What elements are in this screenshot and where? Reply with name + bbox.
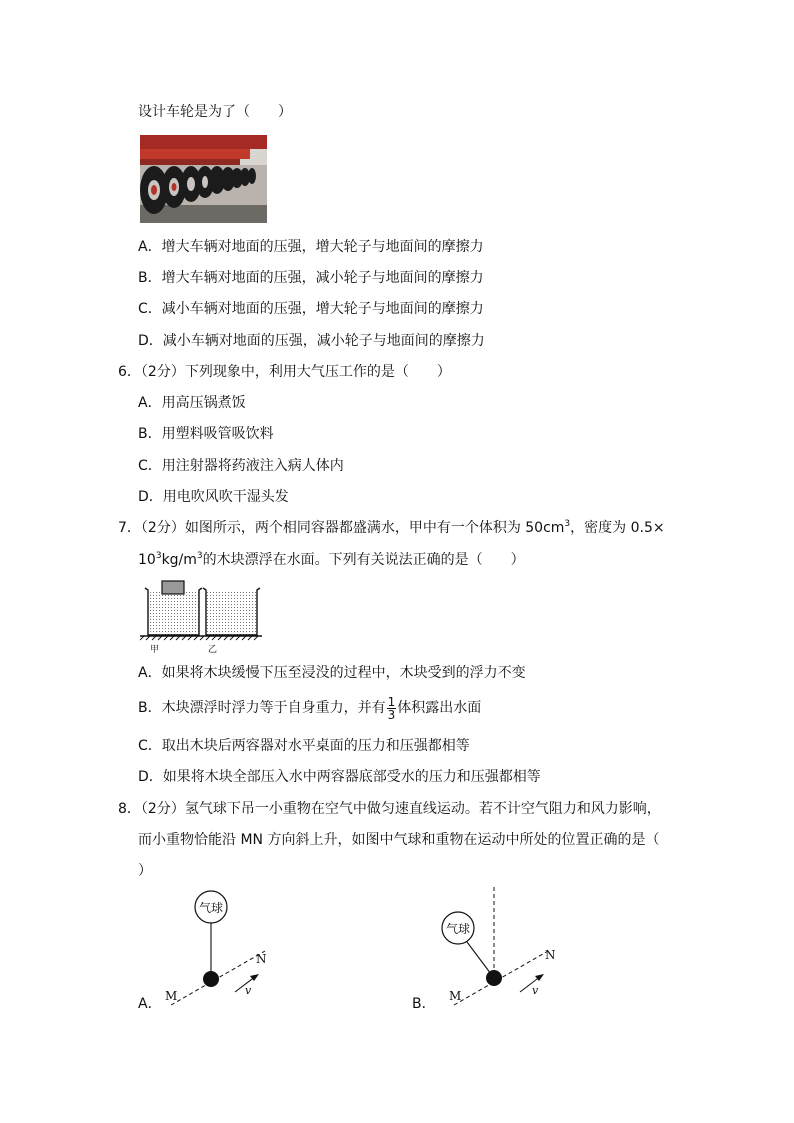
- n-label-b: N: [545, 948, 556, 962]
- balloon-label-b: 气球: [445, 922, 471, 936]
- q5-option-c: C．减小车辆对地面的压强，增大轮子与地面间的摩擦力: [138, 301, 484, 317]
- q6-option-b: B．用塑料吸管吸饮料: [138, 426, 274, 442]
- two-containers-figure: [140, 576, 264, 660]
- m-label-a: M: [165, 989, 178, 1003]
- q7-stem-line1: 7．（2分）如图所示，两个相同容器都盛满水，甲中有一个体积为 $50cm^3$，密度为 0.5×: [118, 519, 665, 536]
- heavy-truck-wheels-photo: [140, 135, 267, 223]
- m-label-b: M: [449, 989, 462, 1003]
- q7-option-d: D．如果将木块全部压入水中两容器底部受水的压力和压强都相等: [138, 769, 541, 785]
- v-label-b: v: [532, 984, 539, 997]
- v-label-a: v: [245, 984, 252, 997]
- balloon-label-a: 气球: [198, 901, 224, 915]
- q8-option-b-label: B．: [412, 996, 436, 1012]
- q6-option-c: C．用注射器将药液注入病人体内: [138, 458, 344, 474]
- q7-stem-line2: $10^3kg/m^3$的木块漂浮在水面。下列有关说法正确的是（ ）: [138, 551, 525, 568]
- q8-stem-line2: 而小重物恰能沿 MN 方向斜上升，如图中气球和重物在运动中所处的位置正确的是（: [138, 832, 660, 848]
- q8-stem-line3: ）: [138, 863, 152, 879]
- q8-stem-line1: 8．（2分）氢气球下吊一小重物在空气中做匀速直线运动。若不计空气阻力和风力影响，: [118, 801, 661, 817]
- label-yi: 乙: [208, 645, 218, 655]
- q7-option-a: A．如果将木块缓慢下压至浸没的过程中，木块受到的浮力不变: [138, 665, 526, 681]
- q5-stem-tail: 设计车轮是为了（ ）: [138, 104, 292, 120]
- q5-option-a: A．增大车辆对地面的压强，增大轮子与地面间的摩擦力: [138, 239, 484, 255]
- n-label-a: N: [256, 952, 267, 966]
- q6-stem: 6．（2分）下列现象中，利用大气压工作的是（ ）: [118, 364, 451, 380]
- q6-option-a: A．用高压锅煮饭: [138, 395, 246, 411]
- q5-option-b: B．增大车辆对地面的压强，减小轮子与地面间的摩擦力: [138, 270, 484, 286]
- q8-option-a-label: A．: [138, 996, 162, 1012]
- q5-option-d: D．减小车辆对地面的压强，减小轮子与地面间的摩擦力: [138, 333, 485, 349]
- label-jia: 甲: [150, 645, 160, 655]
- q7-option-b: B．木块漂浮时浮力等于自身重力，并有 $\frac{1}{3}$ 体积露出水面: [138, 694, 482, 722]
- q7-option-c: C．取出木块后两容器对水平桌面的压力和压强都相等: [138, 738, 470, 754]
- fraction-one-third: $\frac{1}{3}$: [387, 694, 396, 722]
- q6-option-d: D．用电吹风吹干湿头发: [138, 489, 289, 505]
